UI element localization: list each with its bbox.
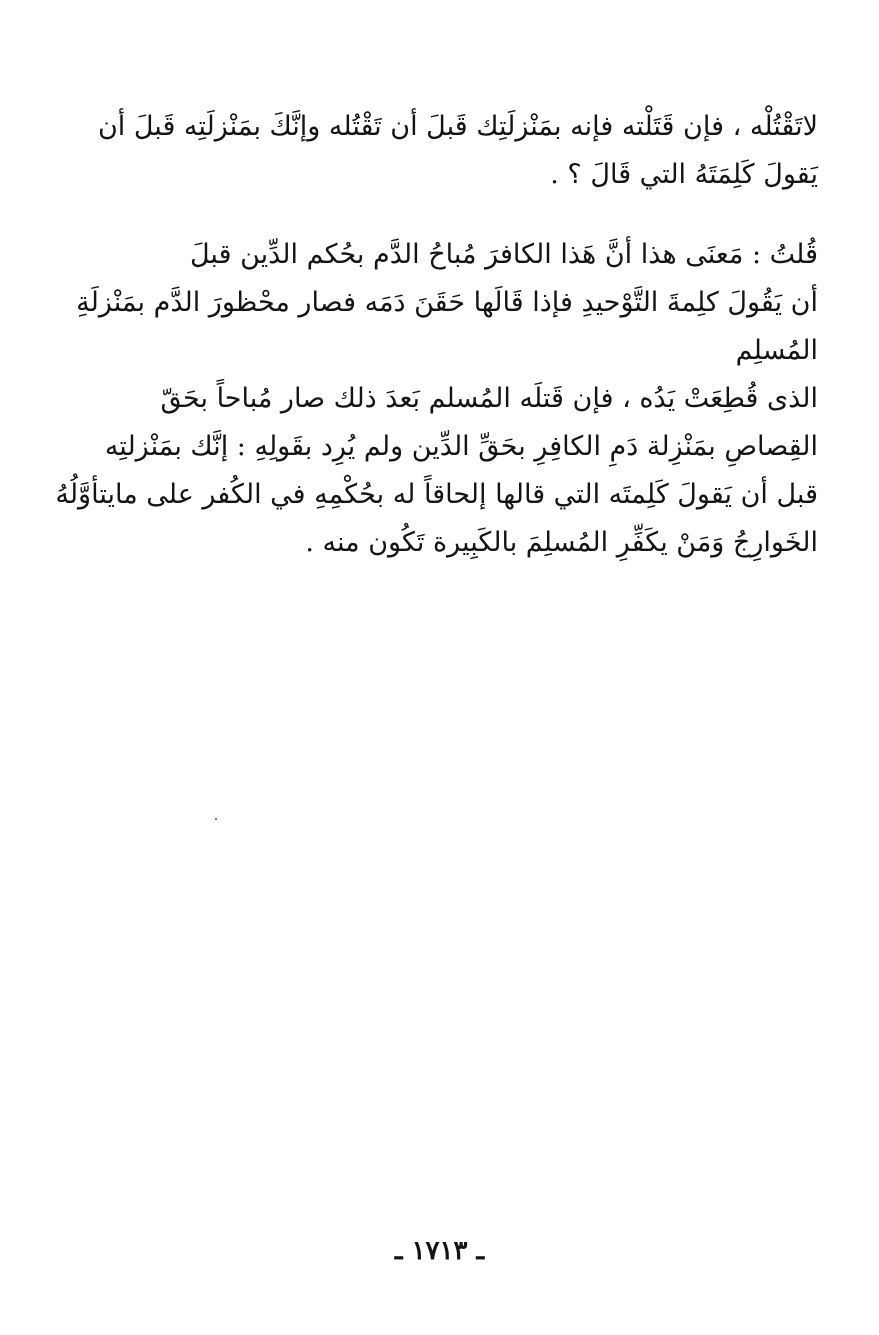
paragraph-1 bbox=[97, 103, 818, 199]
scan-speck bbox=[215, 818, 217, 820]
text-line: لاتَقْتُلْه ، فإن قَتَلْته فإنه بمَنْزلَتِك قَبلَ أن تَقْتُله وإنَّكَ بمَنْزلَتِه قَبلَ أن bbox=[97, 111, 818, 142]
text-line: قبل أن يَقولَ كَلِمتَه التي قالها إلحاقاً له بحُكْمِهِ في الكُفر على مايتأوَّلُهُ bbox=[55, 479, 818, 510]
text-line: الخَوارِجُ وَمَنْ يكَفِّرِ المُسلِمَ بالكَبِيرة تَكُون منه . bbox=[305, 527, 818, 558]
text-line: القِصاصِ بمَنْزِلة دَمِ الكافِرِ بحَقِّ الدِّين ولم يُرِد بقَولِهِ : إنَّك بمَنْزلتِه bbox=[104, 431, 818, 462]
text-line: المُسلِم bbox=[735, 335, 818, 366]
text-line: الذى قُطِعَتْ يَدُه ، فإن قَتلَه المُسلم بَعدَ ذلك صار مُباحاً بحَقّ bbox=[160, 383, 818, 414]
page-number: ـ ١٧١٣ ـ bbox=[394, 1236, 485, 1266]
text-line: قُلتُ : مَعنَى هذا أنَّ هَذا الكافرَ مُباحُ الدَّم بحُكم الدِّين قبلَ bbox=[189, 239, 818, 270]
paragraph-2 bbox=[55, 231, 818, 567]
text-line: يَقولَ كَلِمَتَهُ التي قَالَ ؟ . bbox=[550, 159, 818, 190]
text-line: أن يَقُولَ كلِمةَ التَّوْحيدِ فإذا قَالَها حَقَنَ دَمَه فصار محْظورَ الدَّم بمَنْزلَةِ bbox=[76, 287, 818, 318]
